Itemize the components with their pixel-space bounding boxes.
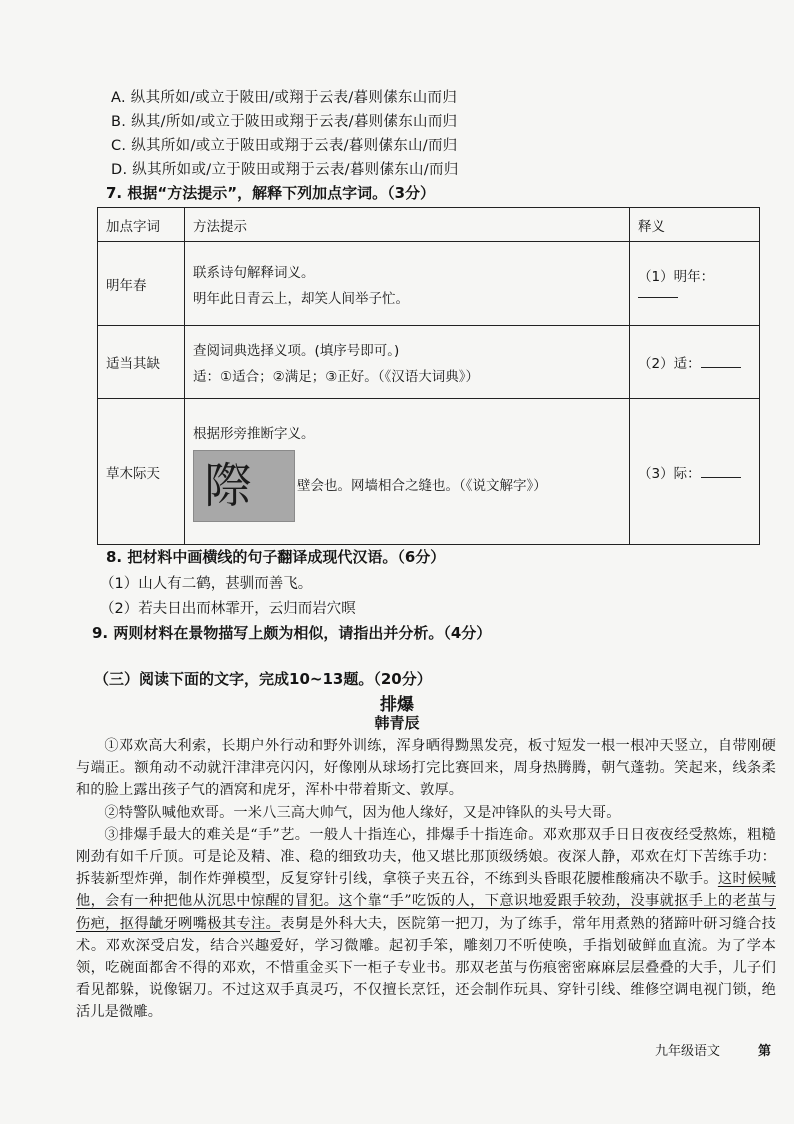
question-7-title: 7. 根据“方法提示”，解释下列加点字词。（3分）: [106, 184, 436, 202]
option-a: A. 纵其所如/或立于陂田/或翔于云表/暮则傃东山而归: [111, 90, 458, 106]
word-cell: 明年春: [98, 242, 185, 326]
section-3-heading: （三）阅读下面的文字，完成10~13题。（20分）: [94, 670, 432, 688]
hint-cell: [185, 326, 630, 399]
hint-method: 联系诗句解释词义。: [193, 264, 315, 281]
seal-character: 際: [204, 457, 253, 514]
seal-script-image: [193, 450, 295, 522]
table-row: [98, 399, 760, 545]
paragraph-3-rest: 表舅是外科大夫，医院第一把刀，为了练手，常年用煮熟的猪蹄叶研习缝合技术。邓欢深受启发，结合兴趣爱好，学习微雕。起初手笨，雕刻刀不听使唤，手指划破鲜血直流。为了学本领，吃碗面都舍不得的邓欢，不惜重金买下一柜子专业书。那双老茧与伤痕密密麻麻层层叠叠的大手，儿子们看见都躲，说像锯刀。不过这双手真灵巧，不仅擅长烹饪，还会制作玩具、穿针引线、维修空调电视门锁，绝活儿是微雕。: [76, 915, 776, 1021]
page-footer: [655, 1040, 771, 1059]
table-row: [98, 242, 760, 326]
answer-blank[interactable]: [638, 285, 678, 298]
hint-example: 明年此日青云上，却笑人间举子忙。: [193, 290, 409, 307]
hint-example: 适：①适合；②满足；③正好。（《汉语大词典》）: [193, 369, 480, 385]
header-word: 加点字词: [98, 208, 185, 242]
question-8-sentence-2: （2）若夫日出而林霏开，云归而岩穴暝: [100, 601, 356, 617]
hint-method: 根据形旁推断字义。: [193, 425, 315, 442]
word-cell: 适当其缺: [98, 326, 185, 399]
hint-cell: [185, 399, 630, 545]
table-header-row: [98, 208, 760, 242]
option-b: B. 纵其/所如/或立于陂田或翔于云表/暮则傃东山而归: [111, 114, 458, 130]
header-hint: 方法提示: [185, 208, 630, 242]
answer-cell: [630, 399, 760, 545]
table-row: [98, 326, 760, 399]
paragraph-3-start: ③排爆手最大的难关是“手”艺。一般人十指连心，排爆手十指连命。邓欢那双手日日夜夜经受熬炼，粗糙刚劲有如千斤顶。可是论及精、准、稳的细致功夫，他又堪比那顶级绣娘。夜深人静，邓欢在灯下苦练手功：拆装新型炸弹，制作炸弹模型，反复穿针引线，拿筷子夹五谷，不练到头昏眼花腰椎酸痛决不歇手。: [76, 826, 776, 888]
hint-cell: [185, 242, 630, 326]
question-8-title: 8. 把材料中画横线的句子翻译成现代汉语。（6分）: [106, 548, 446, 566]
paragraph-2: ②特警队喊他欢哥。一米八三高大帅气，因为他人缘好，又是冲锋队的头号大哥。: [104, 804, 621, 821]
question-8-sentence-1: （1）山人有二鹤，甚驯而善飞。: [100, 576, 313, 592]
footer-subject: 九年级语文: [655, 1044, 721, 1059]
footer-page: 第: [758, 1044, 772, 1059]
option-d: D. 纵其所如或/立于陂田或翔于云表/暮则傃东山/而归: [111, 162, 459, 178]
header-meaning: 释义: [630, 208, 760, 242]
paragraph-3: [76, 824, 776, 1024]
article-body: [76, 735, 776, 1024]
answer-blank[interactable]: [701, 465, 741, 478]
method-table: [97, 207, 760, 545]
answer-label: （3）际：: [638, 465, 701, 482]
question-9-title: 9. 两则材料在景物描写上颇为相似，请指出并分析。（4分）: [92, 624, 492, 642]
option-c: C. 纵其所如/或立于陂田或翔于云表/暮则傃东山/而归: [111, 138, 458, 154]
hint-example-row: [193, 450, 621, 522]
article-title: 排爆: [380, 695, 414, 715]
article-author: 韩青辰: [374, 714, 420, 732]
answer-cell: [630, 242, 760, 326]
hint-method: 查阅词典选择义项。(填序号即可。): [193, 343, 400, 359]
answer-blank[interactable]: [701, 355, 741, 368]
answer-cell: [630, 326, 760, 399]
paragraph-1: ①邓欢高大利索，长期户外行动和野外训练，浑身晒得黝黑发亮，板寸短发一根一根冲天竖立，自带刚硬与端正。额角动不动就汗津津亮闪闪，好像刚从球场打完比赛回来，周身热腾腾，朝气蓬勃。笑起来，线条柔和的脸上露出孩子气的酒窝和虎牙，浑朴中带着斯文、敦厚。: [76, 738, 776, 799]
underlined-sentence: 这时候喊他，会有一种把他从沉思中惊醒的冒犯。这个靠“手”吃饭的人，下意识地爱跟手较劲，没事就抠手上的老茧与伤疤，抠得龇牙咧嘴极其专注。: [76, 871, 776, 932]
answer-label: （1）明年：: [638, 269, 715, 285]
word-cell: 草木际天: [98, 399, 185, 545]
hint-example: 壁会也。网墙相合之缝也。（《说文解字》）: [297, 477, 547, 494]
answer-label: （2）适：: [638, 356, 701, 372]
